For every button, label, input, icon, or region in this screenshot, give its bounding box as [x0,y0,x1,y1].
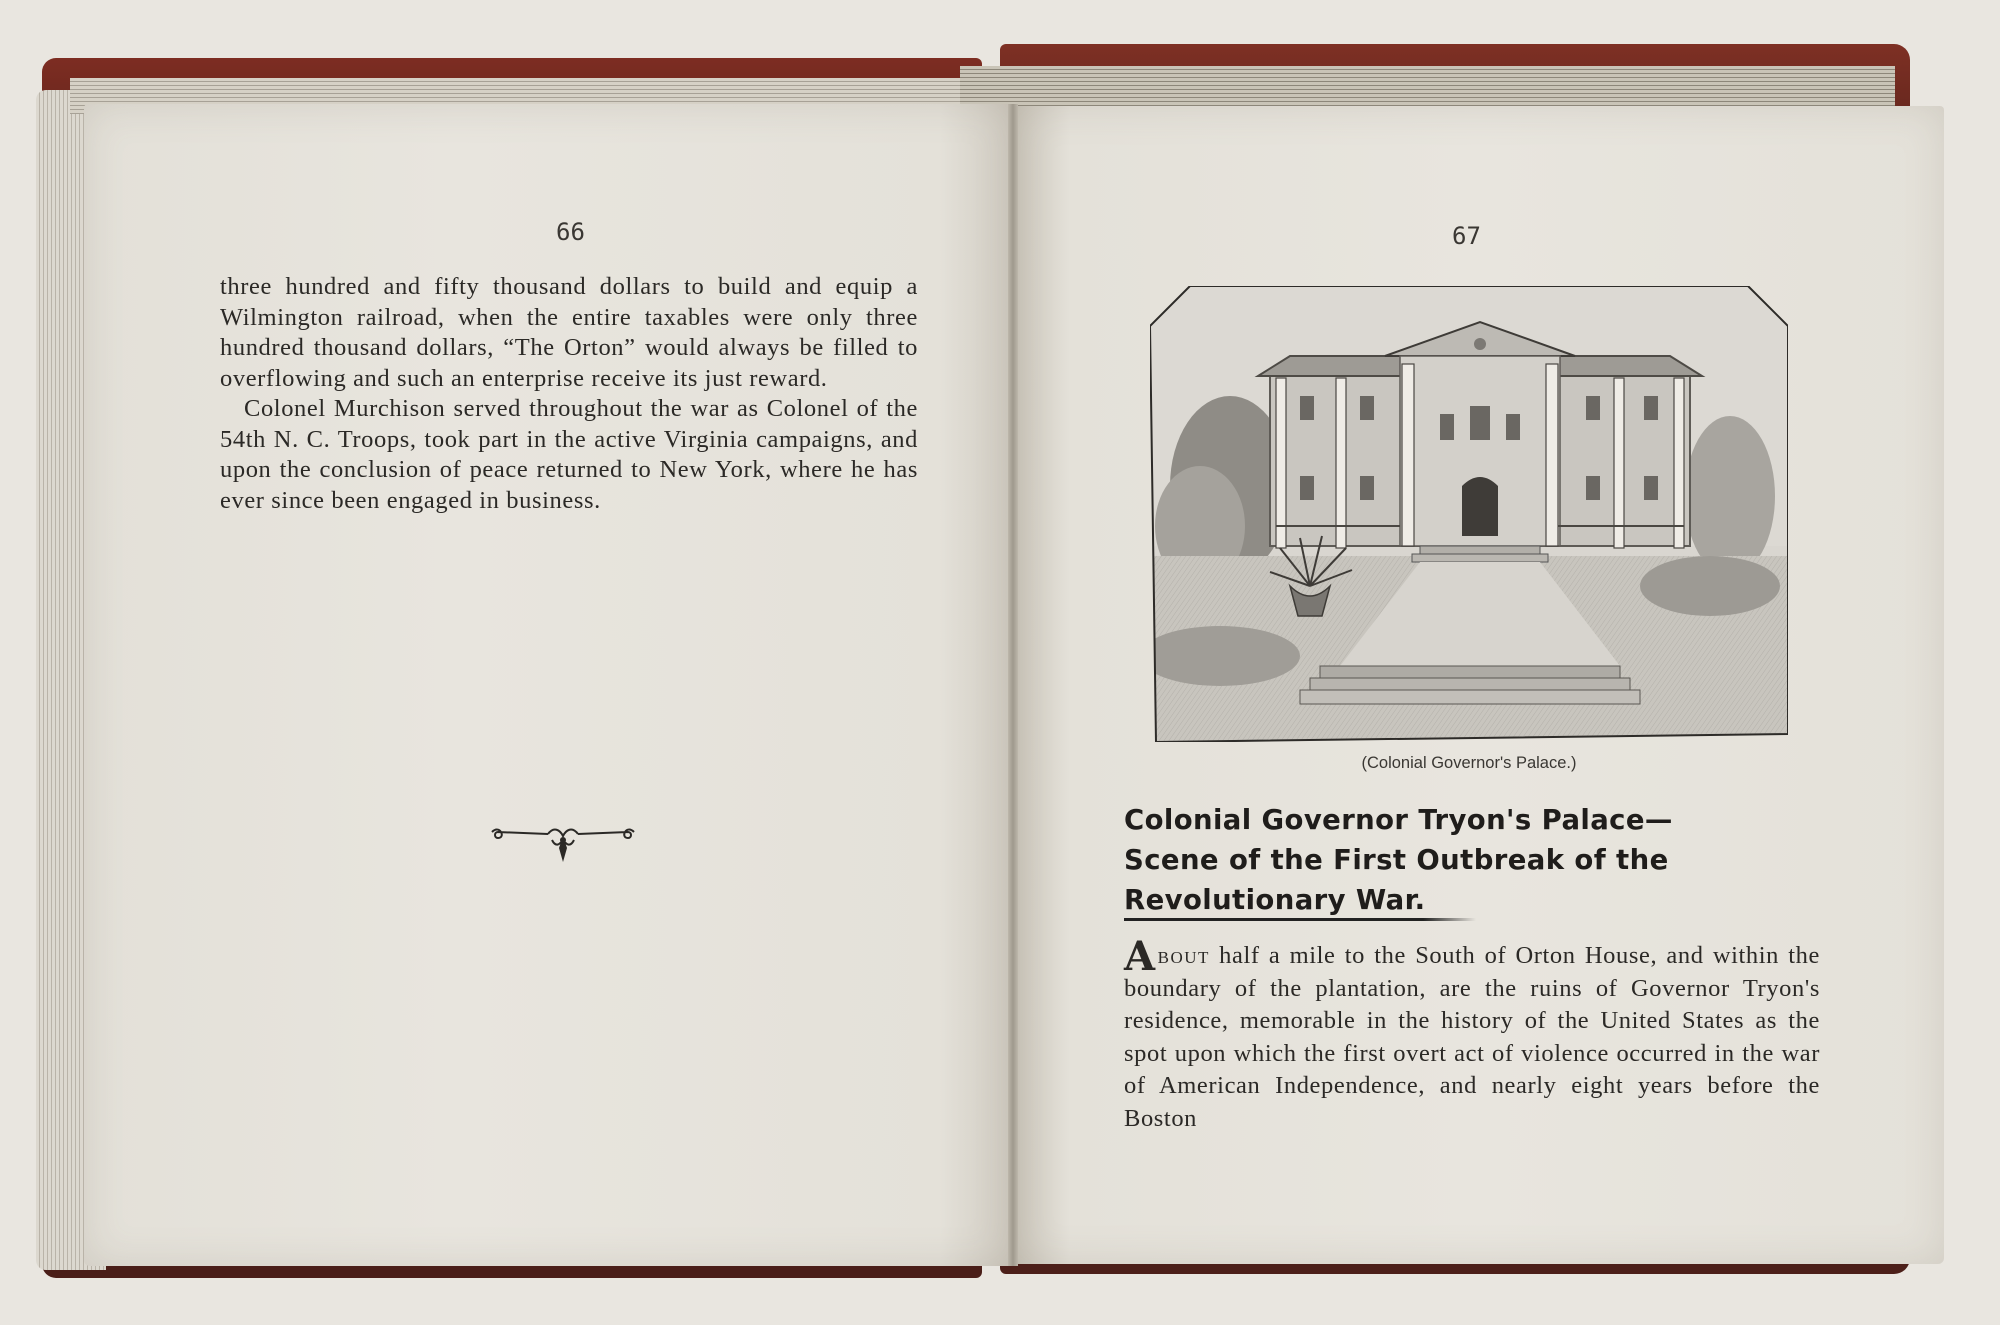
left-paragraph-2: Colonel Murchison served throughout the war as Colonel of the 54th N. C. Troops, took part in the active Virginia campaigns, and upon the conclusion of peace returned to New York, where he has ever since been engaged in business. [220,395,918,514]
heading-underline [1124,918,1476,921]
colonial-mansion-engraving-icon [1150,286,1788,742]
left-paragraph-1: three hundred and fifty thousand dollars to build and equip a Wilmington railroad, when the entire taxables were only three hundred thousand dollars, “The Orton” would always be filled to overflowing and such an enterprise receive its just reward. [220,273,918,392]
right-body-text [1124,933,1820,1135]
dropcap-letter: A [1124,933,1156,980]
right-paragraph: half a mile to the South of Orton House, and within the boundary of the plantation, are the ruins of Governor Tryon's residence, memorable in the history of the United States as the spot upon which the first overt act of violence occurred in the war of American Independence, and nearly eight years before the Boston [1124,942,1820,1132]
page-number-left: 66 [556,218,585,246]
lead-in-word: bout [1157,942,1210,969]
section-heading [1124,800,1684,920]
page-number-right: 67 [1452,222,1481,250]
heading-line-3: Revolutionary War. [1124,884,1426,916]
left-body-text [220,272,918,516]
illustration-caption: (Colonial Governor's Palace.) [1361,754,1577,772]
book-gutter [1008,104,1018,1266]
scroll-ornament-icon [488,820,638,866]
heading-line-1: Colonial Governor Tryon's Palace— [1124,804,1673,836]
heading-line-2: Scene of the First Outbreak of the [1124,844,1669,876]
